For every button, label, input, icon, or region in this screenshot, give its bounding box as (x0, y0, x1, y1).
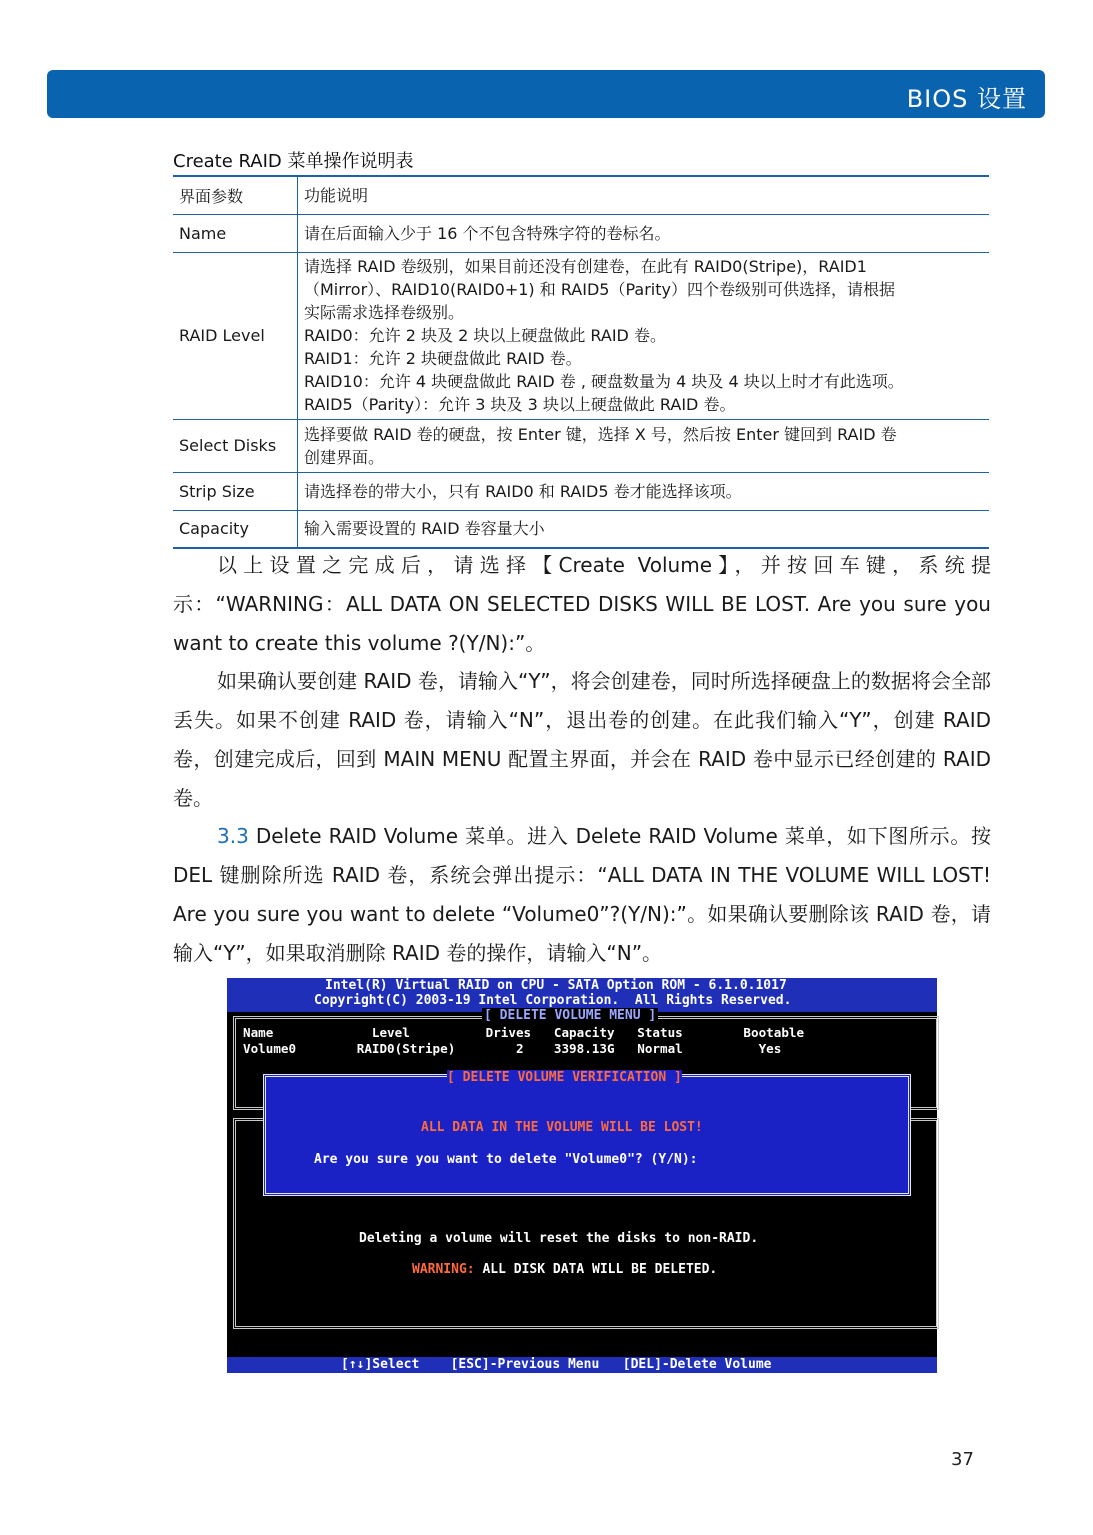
bios-footer-keys: [↑↓]Select [ESC]-Previous Menu [DEL]-Delete Volume (341, 1357, 772, 1372)
warning-line (412, 1262, 717, 1277)
table-row (173, 252, 989, 419)
paragraph-create-volume: 以上设置之完成后，请选择【Create Volume】，并按回车键，系统提示：“WARNING：ALL DATA ON SELECTED DISKS WILL BE LOST. Are you sure you want to create this volume ?(Y/N):”。 (173, 553, 991, 655)
row-param: Strip Size (173, 472, 298, 510)
desc-line: RAID5（Parity）：允许 3 块及 3 块以上硬盘做此 RAID 卷。 (304, 395, 736, 414)
table-row (173, 419, 989, 472)
desc-line: （Mirror）、RAID10(RAID0+1) 和 RAID5（Parity）四个卷级别可供选择，请根据 (304, 280, 895, 299)
row-desc (298, 510, 990, 548)
create-raid-table (173, 175, 989, 549)
row-desc (298, 252, 990, 419)
desc-line: RAID0：允许 2 块及 2 块以上硬盘做此 RAID 卷。 (304, 326, 666, 345)
desc-line: 请选择 RAID 卷级别，如果目前还没有创建卷，在此有 RAID0(Stripe)，RAID1 (304, 257, 867, 276)
row-desc (298, 419, 990, 472)
desc-line: 选择要做 RAID 卷的硬盘，按 Enter 键，选择 X 号，然后按 Enter 键回到 RAID 卷 (304, 424, 897, 444)
bios-title-line1: Intel(R) Virtual RAID on CPU - SATA Option ROM - 6.1.0.1017 (325, 978, 787, 993)
table-row (173, 510, 989, 548)
paragraph-delete-text: Delete RAID Volume 菜单。进入 Delete RAID Volume 菜单，如下图所示。按 DEL 键删除所选 RAID 卷，系统会弹出提示：“ALL DATA IN THE VOLUME WILL LOST! Are you sure you want to delete “Volume0”?(Y/N):”。如果确认要删除该 RAID 卷，请输入“Y”，如果取消删除 RAID 卷的操作，请输入“N”。 (173, 824, 991, 965)
dialog-warning: ALL DATA IN THE VOLUME WILL BE LOST! (421, 1120, 703, 1135)
row-desc (298, 472, 990, 510)
row-param: Select Disks (173, 419, 298, 472)
info-line: Deleting a volume will reset the disks to non-RAID. (359, 1231, 759, 1246)
header-param: 界面参数 (173, 176, 298, 214)
bios-screenshot (227, 978, 937, 1373)
chapter-title: BIOS 设置 (906, 85, 1027, 113)
delete-volume-menu-title: [ DELETE VOLUME MENU ] (484, 1008, 657, 1023)
volume-column-headers: Name Level Drives Capacity Status Bootable (243, 1025, 805, 1040)
row-param: RAID Level (173, 252, 298, 419)
table-header-row (173, 176, 989, 214)
desc-line: RAID10：允许 4 块硬盘做此 RAID 卷 , 硬盘数量为 4 块及 4 块以上时才有此选项。 (304, 372, 904, 391)
paragraph-confirm-create: 如果确认要创建 RAID 卷，请输入“Y”，将会创建卷，同时所选择硬盘上的数据将会全部丢失。如果不创建 RAID 卷，请输入“N”，退出卷的创建。在此我们输入“Y”，创建 RAID 卷，创建完成后，回到 MAIN MENU 配置主界面，并会在 RAID 卷中显示已经创建的 RAID 卷。 (173, 669, 991, 810)
table-row (173, 472, 989, 510)
bios-title-line2: Copyright(C) 2003-19 Intel Corporation. All Rights Reserved. (314, 993, 792, 1008)
row-param: Name (173, 214, 298, 252)
desc-line: 实际需求选择卷级别。 (304, 303, 465, 322)
warning-label: WARNING: (412, 1262, 475, 1277)
row-param: Capacity (173, 510, 298, 548)
desc-line: 请在后面输入少于 16 个不包含特殊字符的卷标名。 (304, 223, 671, 243)
dialog-question[interactable]: Are you sure you want to delete "Volume0"? (Y/N): (314, 1152, 698, 1167)
desc-line: 创建界面。 (304, 447, 385, 467)
section-number: 3.3 (217, 824, 249, 848)
desc-line: RAID1：允许 2 块硬盘做此 RAID 卷。 (304, 349, 582, 368)
table-row (173, 214, 989, 252)
row-desc (298, 214, 990, 252)
dialog-title: [ DELETE VOLUME VERIFICATION ] (447, 1070, 682, 1085)
volume-row[interactable]: Volume0 RAID0(Stripe) 2 3398.13G Normal Yes (243, 1041, 782, 1056)
delete-verification-dialog (263, 1074, 911, 1196)
warning-text: ALL DISK DATA WILL BE DELETED. (474, 1262, 718, 1277)
page-number: 37 (951, 1449, 974, 1470)
chapter-header-bar (47, 70, 1045, 118)
table-caption: Create RAID 菜单操作说明表 (173, 151, 414, 172)
desc-line: 输入需要设置的 RAID 卷容量大小 (304, 519, 545, 539)
header-desc: 功能说明 (298, 176, 990, 214)
desc-line: 请选择卷的带大小，只有 RAID0 和 RAID5 卷才能选择该项。 (304, 481, 742, 501)
paragraph-delete-volume (173, 817, 991, 973)
